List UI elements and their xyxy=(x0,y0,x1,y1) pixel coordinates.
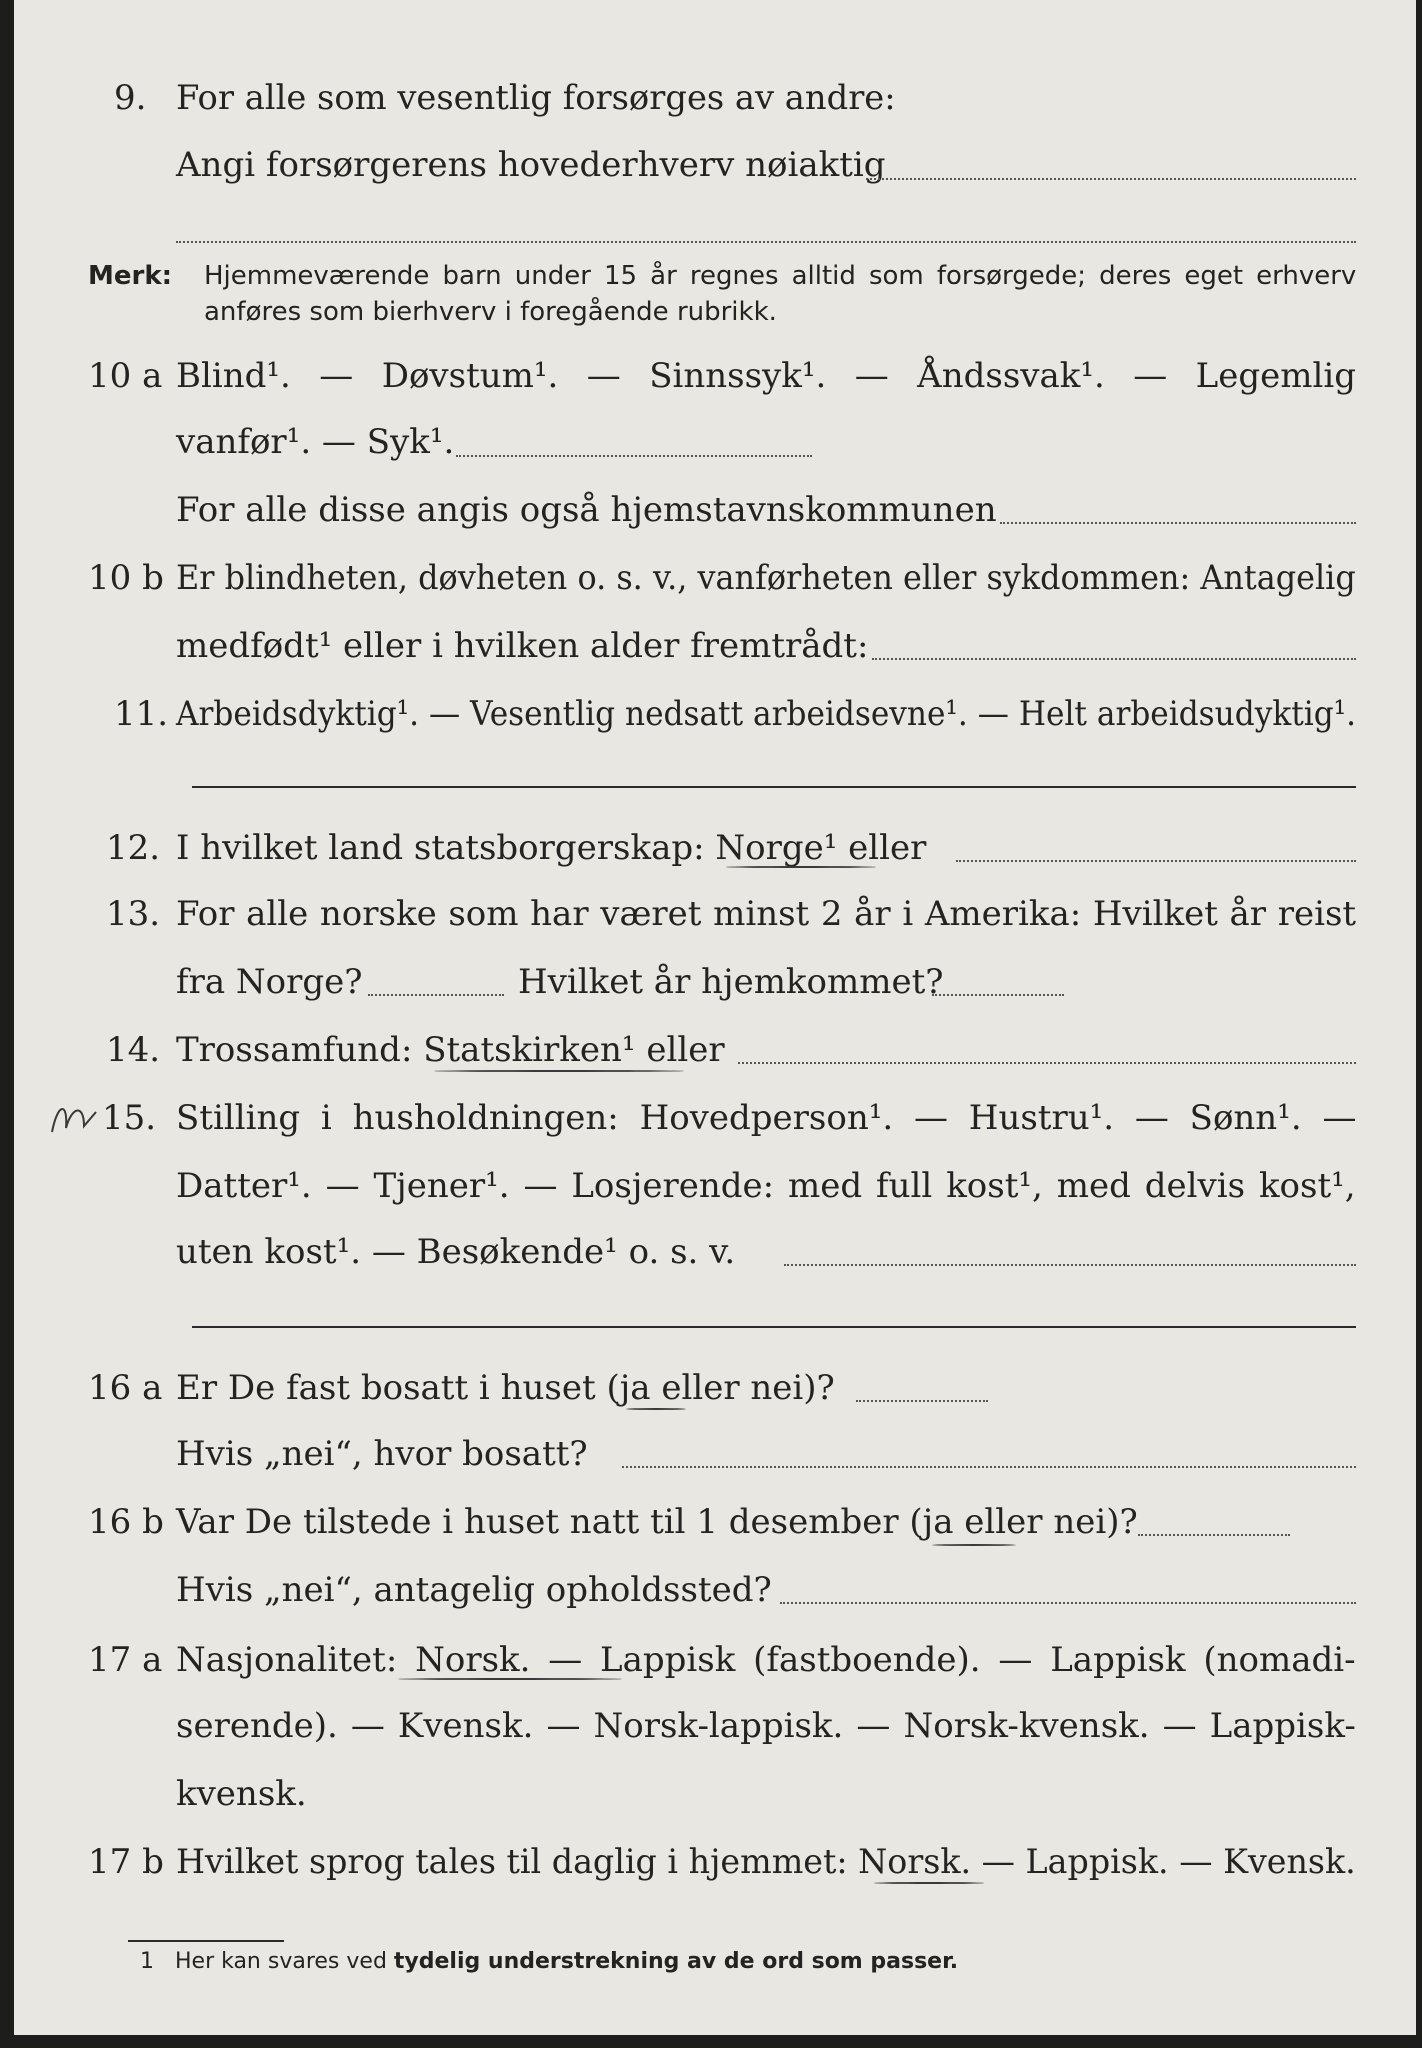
q13-line1: For alle norske som har været minst 2 år i Amerika: Hvilket år reist xyxy=(176,894,1357,934)
footnote-mark: 1 xyxy=(140,1949,154,1974)
q14-statskirken-underline xyxy=(434,1070,684,1072)
q17a-norsk-underline xyxy=(398,1678,622,1680)
q10b-line2: medfødt¹ eller i hvilken alder fremtrådt: xyxy=(176,626,869,666)
q16a-line2: Hvis „nei“, hvor bosatt? xyxy=(176,1434,588,1474)
q17a-line3: kvensk. xyxy=(176,1774,307,1814)
q15-answer-line[interactable] xyxy=(784,1264,1356,1266)
q16b-stay-place-line[interactable] xyxy=(780,1602,1356,1604)
section-divider-2 xyxy=(192,1326,1356,1328)
q17b-number: 17 b xyxy=(88,1842,164,1882)
q16a-number: 16 a xyxy=(88,1368,163,1408)
q9-number: 9. xyxy=(114,78,147,118)
q13-year-left-line[interactable] xyxy=(368,994,504,996)
q16a-residence-line[interactable] xyxy=(622,1466,1356,1468)
q15-line2: Datter¹. — Tjener¹. — Losjerende: med full kost¹, med delvis kost¹, xyxy=(176,1166,1356,1206)
q16b-line1: Var De tilstede i huset natt til 1 desember (ja eller nei)? xyxy=(176,1502,1138,1542)
q16b-line2: Hvis „nei“, antagelig opholdssted? xyxy=(176,1570,772,1610)
q10b-line1: Er blindheten, døvheten o. s. v., vanførheten eller sykdommen: Antagelig xyxy=(176,558,1356,598)
q13-line2b: Hvilket år hjemkommet? xyxy=(518,962,944,1002)
census-form-page xyxy=(14,0,1416,2035)
q17b-line1: Hvilket sprog tales til daglig i hjemmet: Norsk. — Lappisk. — Kvensk. xyxy=(176,1842,1356,1882)
q10b-number: 10 b xyxy=(88,558,164,598)
q12-answer-line[interactable] xyxy=(956,860,1356,862)
q16a-line1: Er De fast bosatt i huset (ja eller nei)? xyxy=(176,1368,835,1408)
q14-line1: Trossamfund: Statskirken¹ eller xyxy=(176,1030,725,1070)
q10a-line3: For alle disse angis også hjemstavnskommunen xyxy=(176,490,997,530)
footnote-text-plain: Her kan svares ved xyxy=(174,1949,387,1974)
merk-line2: anføres som bierhverv i foregående rubrikk. xyxy=(204,297,777,327)
q11-number: 11. xyxy=(114,694,169,734)
q16a-answer-line[interactable] xyxy=(856,1400,988,1402)
q16a-ja-underline xyxy=(626,1408,686,1410)
q10a-answer-line[interactable] xyxy=(456,455,812,457)
q15-line1: Stilling i husholdningen: Hovedperson¹. — Hustru¹. — Sønn¹. — xyxy=(176,1098,1357,1138)
q17a-number: 17 a xyxy=(88,1640,163,1680)
q10a-line1: Blind¹. — Døvstum¹. — Sinnssyk¹. — Åndssvak¹. — Legemlig xyxy=(176,356,1356,396)
q15-number: 15. xyxy=(102,1098,157,1138)
q10a-home-municipality-line[interactable] xyxy=(1000,522,1356,524)
q17a-line2: serende). — Kvensk. — Norsk-lappisk. — Norsk-kvensk. — Lappisk- xyxy=(176,1706,1356,1746)
footnote-text-bold: tydelig understrekning av de ord som passer. xyxy=(393,1949,959,1974)
q9-line2: Angi forsørgerens hovederhverv nøiaktig xyxy=(176,145,886,185)
q12-line1: I hvilket land statsborgerskap: Norge¹ eller xyxy=(176,828,927,868)
section-divider-1 xyxy=(192,786,1356,788)
q10b-answer-line[interactable] xyxy=(872,658,1356,660)
q14-number: 14. xyxy=(106,1030,161,1070)
q10a-number: 10 a xyxy=(88,356,163,396)
handwritten-mark-icon xyxy=(44,1092,104,1152)
q17b-norsk-underline xyxy=(874,1882,984,1884)
q12-number: 12. xyxy=(106,828,161,868)
merk-label: Merk: xyxy=(88,261,173,291)
q17a-line1: Nasjonalitet: Norsk. — Lappisk (fastboende). — Lappisk (nomadi- xyxy=(176,1640,1356,1680)
q9-line1: For alle som vesentlig forsørges av andre: xyxy=(176,78,896,118)
q9-answer-line[interactable] xyxy=(866,178,1356,180)
q16b-number: 16 b xyxy=(88,1502,164,1542)
q10a-line2: vanfør¹. — Syk¹. xyxy=(176,422,455,462)
q16b-ja-underline xyxy=(932,1544,1016,1546)
merk-line1: Hjemmeværende barn under 15 år regnes alltid som forsørgede; deres eget erhverv xyxy=(204,261,1357,291)
q13-year-returned-line[interactable] xyxy=(932,994,1064,996)
q15-line3: uten kost¹. — Besøkende¹ o. s. v. xyxy=(176,1232,736,1272)
q9-answer-line-2[interactable] xyxy=(176,241,1356,243)
footnote xyxy=(140,1948,958,1976)
q14-answer-line[interactable] xyxy=(738,1062,1356,1064)
q12-norge-underline xyxy=(726,866,876,868)
q11-line1: Arbeidsdyktig¹. — Vesentlig nedsatt arbeidsevne¹. — Helt arbeidsudyktig¹. xyxy=(176,694,1357,734)
footnote-rule xyxy=(128,1940,284,1942)
q16b-answer-line[interactable] xyxy=(1138,1534,1290,1536)
q13-number: 13. xyxy=(106,894,161,934)
q13-line2a: fra Norge? xyxy=(176,962,363,1002)
